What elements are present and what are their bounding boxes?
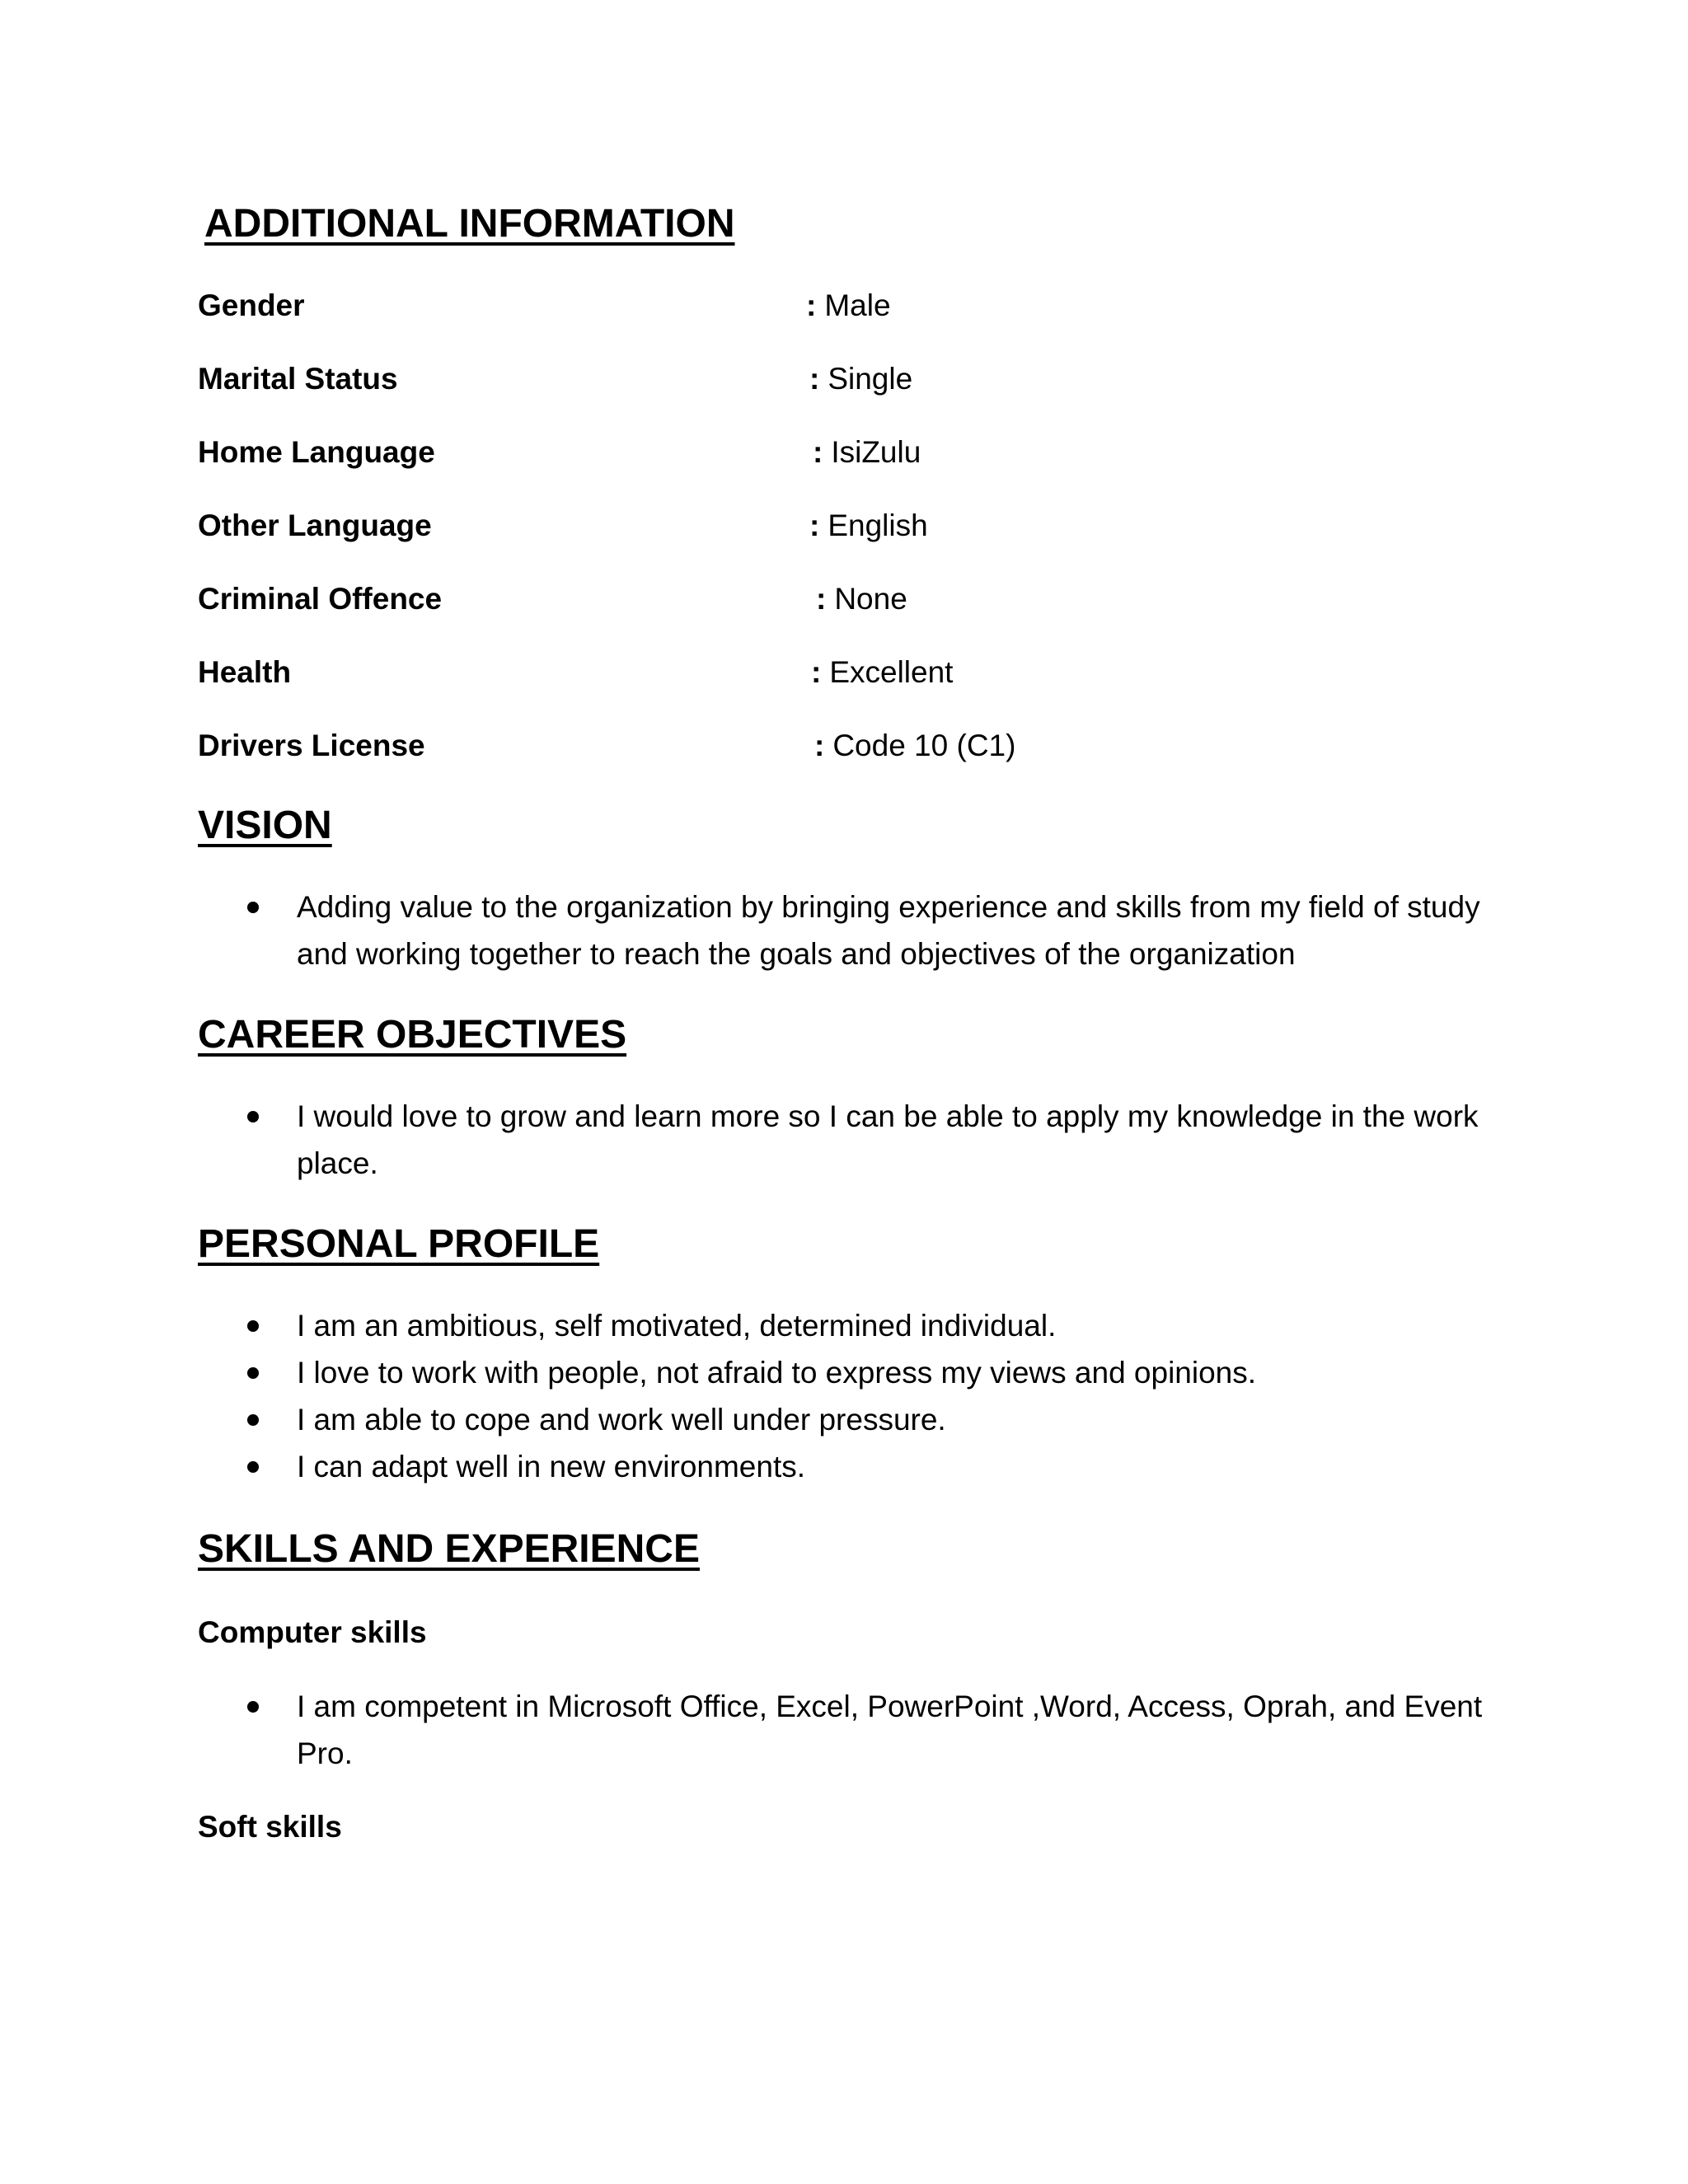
computer-skills-list [198,1683,1492,1777]
info-colon: : [813,435,823,469]
list-item-text: Adding value to the organization by bringing experience and skills from my field of study and working together to reach the goals and objectives of the organization [297,890,1480,971]
vision-heading: VISION [198,804,332,847]
info-colon: : [806,288,817,322]
bullet-icon [247,1367,259,1379]
info-value-gender [806,290,891,321]
info-value-criminal-offence [816,583,907,614]
list-item [198,883,1484,977]
list-item-text: I am an ambitious, self motivated, determined individual. [297,1309,1057,1343]
bullet-icon [247,1414,259,1426]
vision-list [198,883,1484,977]
list-item [198,1683,1492,1777]
personal-profile-list [198,1302,1517,1490]
info-value-text: Single [828,362,913,396]
info-value-marital-status [809,363,912,394]
list-item [198,1349,1517,1396]
info-label-home-language: Home Language [198,435,435,469]
list-item-text: I am able to cope and work well under pressure. [297,1403,946,1436]
info-label-drivers-license: Drivers License [198,729,425,762]
list-item [198,1302,1517,1349]
list-item [198,1093,1492,1187]
info-colon: : [816,582,827,616]
info-value-text: Male [824,288,891,322]
info-value-text: English [828,509,928,542]
info-value-health [811,657,953,687]
info-value-home-language [813,437,921,467]
info-value-other-language [809,510,928,541]
info-value-text: IsiZulu [831,435,921,469]
bullet-icon [247,902,259,913]
list-item-text: I love to work with people, not afraid to express my views and opinions. [297,1356,1257,1390]
info-label-gender: Gender [198,288,305,322]
info-colon: : [814,729,825,762]
soft-skills-label: Soft skills [198,1810,342,1844]
info-label-criminal-offence: Criminal Offence [198,582,443,616]
bullet-icon [247,1320,259,1332]
career-objectives-list [198,1093,1492,1187]
list-item-text: I am competent in Microsoft Office, Excel, PowerPoint ,Word, Access, Oprah, and Event Pro. [297,1690,1483,1770]
bullet-icon [247,1701,259,1713]
list-item [198,1396,1517,1443]
info-label-marital-status: Marital Status [198,362,398,396]
info-label-other-language: Other Language [198,509,432,542]
list-item-text: I can adapt well in new environments. [297,1450,806,1483]
info-value-text: Excellent [829,655,954,689]
info-value-text: None [834,582,907,616]
info-value-drivers-license [814,730,1015,761]
skills-and-experience-heading: SKILLS AND EXPERIENCE [198,1527,700,1571]
info-colon: : [811,655,822,689]
additional-information-heading: ADDITIONAL INFORMATION [204,202,735,246]
info-colon: : [809,362,820,396]
info-label-health: Health [198,655,292,689]
bullet-icon [247,1111,259,1122]
personal-profile-heading: PERSONAL PROFILE [198,1222,600,1266]
info-colon: : [809,509,820,542]
list-item [198,1443,1517,1490]
career-objectives-heading: CAREER OBJECTIVES [198,1013,627,1057]
list-item-text: I would love to grow and learn more so I can be able to apply my knowledge in the work place. [297,1099,1479,1180]
computer-skills-label: Computer skills [198,1615,427,1649]
bullet-icon [247,1461,259,1473]
info-value-text: Code 10 (C1) [832,729,1016,762]
